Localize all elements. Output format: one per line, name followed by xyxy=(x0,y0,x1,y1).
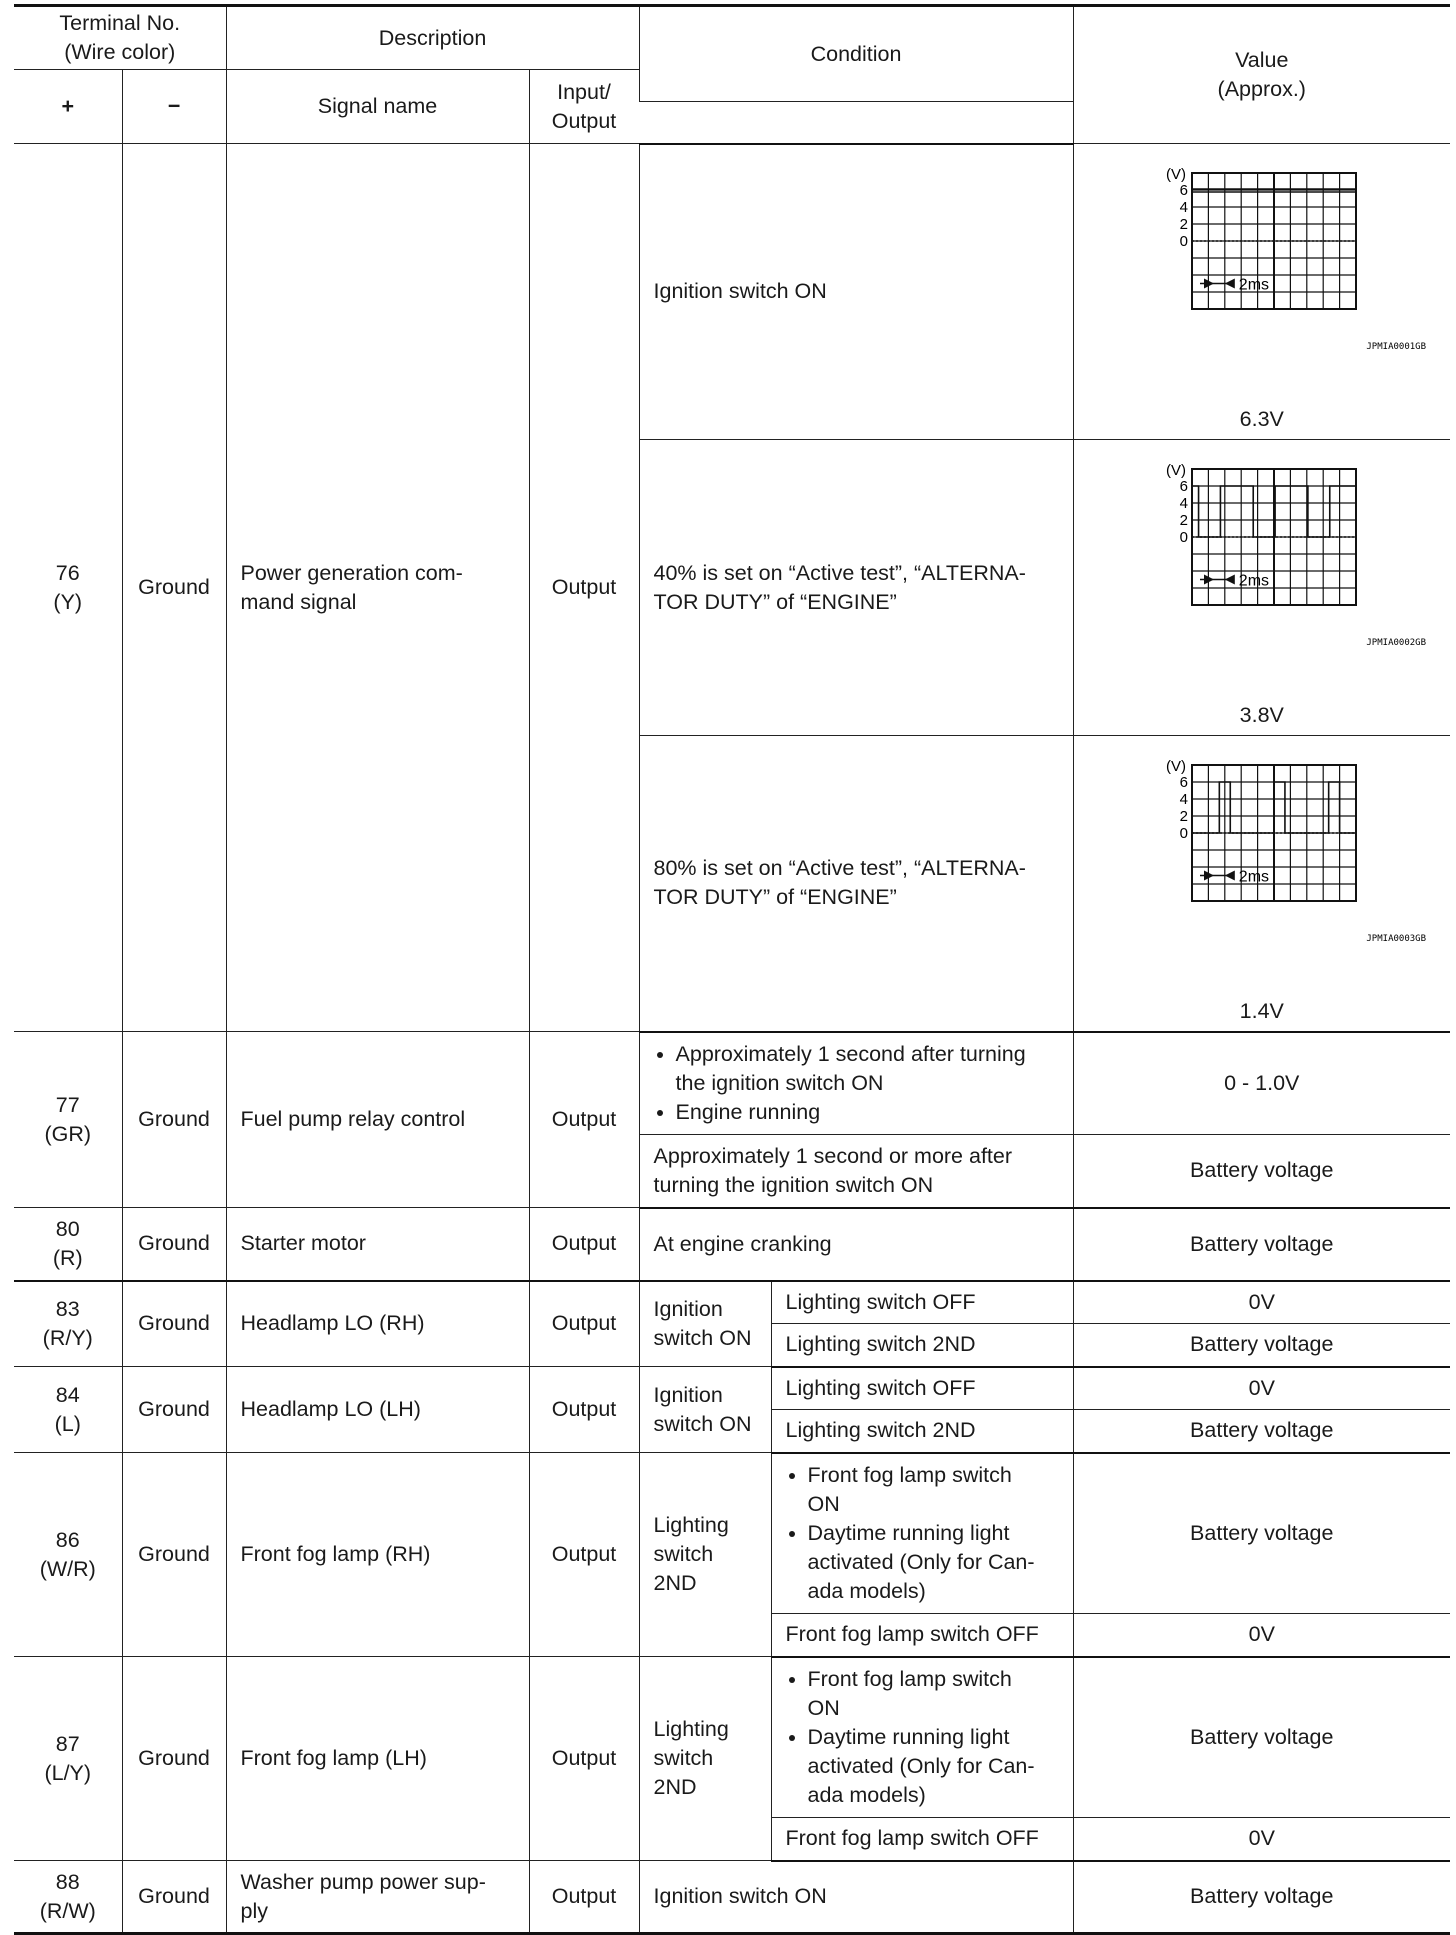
bullet-77-1: • Approximately 1 second after turning the ignition switch ON xyxy=(676,1040,1059,1098)
waveform-76-1 xyxy=(1092,153,1432,403)
value-88: Battery voltage xyxy=(1073,1861,1450,1934)
condition-87-sub1 xyxy=(771,1657,1073,1818)
signal-77: Fuel pump relay control xyxy=(226,1032,529,1208)
waveform-trace xyxy=(1192,782,1356,833)
value-76-2 xyxy=(1073,440,1450,736)
plus-header: + xyxy=(14,70,122,144)
ground-86: Ground xyxy=(122,1453,226,1657)
ground-87: Ground xyxy=(122,1657,226,1861)
condition-86-sub2: Front fog lamp switch OFF xyxy=(771,1614,1073,1657)
condition-84-sub2: Lighting switch 2ND xyxy=(771,1410,1073,1453)
value-76-3 xyxy=(1073,736,1450,1032)
condition-83-main: Ignition switch ON xyxy=(639,1281,771,1367)
io-76: Output xyxy=(529,144,639,1032)
value-83-2: Battery voltage xyxy=(1073,1324,1450,1367)
bullet-87-2: • Daytime running light activated (Only for Can- ada models) xyxy=(808,1723,1059,1810)
scope-tick-label: 6 xyxy=(1179,478,1188,495)
time-scale-label: 2ms xyxy=(1238,868,1269,886)
terminal-83: 83 (R/Y) xyxy=(14,1281,122,1367)
ground-80: Ground xyxy=(122,1208,226,1281)
terminal-87: 87 (L/Y) xyxy=(14,1657,122,1861)
figure-id: JPMIA0001GB xyxy=(1366,342,1426,352)
condition-83-sub1: Lighting switch OFF xyxy=(771,1281,1073,1324)
terminal-76: 76 (Y) xyxy=(14,144,122,1032)
scope-tick-label: 2 xyxy=(1179,216,1188,233)
condition-header-spacer xyxy=(639,102,1073,144)
value-84-2: Battery voltage xyxy=(1073,1410,1450,1453)
figure-id: JPMIA0003GB xyxy=(1366,933,1426,944)
bullet-87-1: • Front fog lamp switch ON xyxy=(808,1665,1059,1723)
io-77: Output xyxy=(529,1032,639,1208)
io-88: Output xyxy=(529,1861,639,1934)
time-scale-label: 2ms xyxy=(1238,572,1269,590)
terminal-86: 86 (W/R) xyxy=(14,1453,122,1657)
signal-76: Power generation com- mand signal xyxy=(226,144,529,1032)
io-86: Output xyxy=(529,1453,639,1657)
terminal-84: 84 (L) xyxy=(14,1367,122,1453)
terminal-77: 77 (GR) xyxy=(14,1032,122,1208)
scope-tick-label: 6 xyxy=(1179,182,1188,199)
value-header: Value (Approx.) xyxy=(1073,6,1450,144)
condition-87-main: Lighting switch 2ND xyxy=(639,1657,771,1861)
io-84: Output xyxy=(529,1367,639,1453)
input-output-header: Input/ Output xyxy=(529,70,639,144)
condition-84-sub1: Lighting switch OFF xyxy=(771,1367,1073,1410)
signal-88: Washer pump power sup- ply xyxy=(226,1861,529,1934)
minus-header: − xyxy=(122,70,226,144)
value-87-2: 0V xyxy=(1073,1818,1450,1861)
condition-76-3: 80% is set on “Active test”, “ALTERNA- TOR DUTY” of “ENGINE” xyxy=(639,736,1073,1032)
io-83: Output xyxy=(529,1281,639,1367)
signal-84: Headlamp LO (LH) xyxy=(226,1367,529,1453)
time-scale-label: 2ms xyxy=(1238,276,1269,294)
value-77-1: 0 - 1.0V xyxy=(1073,1032,1450,1135)
value-86-1: Battery voltage xyxy=(1073,1453,1450,1614)
ground-77: Ground xyxy=(122,1032,226,1208)
value-86-2: 0V xyxy=(1073,1614,1450,1657)
time-arrow-icon xyxy=(1225,279,1235,289)
terminal-80: 80 (R) xyxy=(14,1208,122,1281)
condition-83-sub2: Lighting switch 2ND xyxy=(771,1324,1073,1367)
condition-76-2: 40% is set on “Active test”, “ALTERNA- TOR DUTY” of “ENGINE” xyxy=(639,440,1073,736)
condition-77-2: Approximately 1 second or more after turning the ignition switch ON xyxy=(639,1135,1073,1208)
condition-87-sub2: Front fog lamp switch OFF xyxy=(771,1818,1073,1861)
signal-80: Starter motor xyxy=(226,1208,529,1281)
bullet-77-2: • Engine running xyxy=(676,1098,1059,1127)
value-84-1: 0V xyxy=(1073,1367,1450,1410)
voltage-76-2: 3.8V xyxy=(1239,703,1284,727)
scope-tick-label: 4 xyxy=(1179,495,1188,512)
scope-unit-label: (V) xyxy=(1165,462,1186,479)
signal-name-header: Signal name xyxy=(226,70,529,144)
signal-87: Front fog lamp (LH) xyxy=(226,1657,529,1861)
value-87-1: Battery voltage xyxy=(1073,1657,1450,1818)
ground-88: Ground xyxy=(122,1861,226,1934)
scope-tick-label: 2 xyxy=(1179,807,1188,825)
waveform-76-2 xyxy=(1092,449,1432,699)
value-80: Battery voltage xyxy=(1073,1208,1450,1281)
voltage-76-3: 1.4V xyxy=(1239,998,1284,1023)
bullet-86-1: • Front fog lamp switch ON xyxy=(808,1461,1059,1519)
value-83-1: 0V xyxy=(1073,1281,1450,1324)
condition-88: Ignition switch ON xyxy=(639,1861,1073,1934)
signal-86: Front fog lamp (RH) xyxy=(226,1453,529,1657)
terminal-spec-table xyxy=(14,4,1450,1935)
condition-84-main: Ignition switch ON xyxy=(639,1367,771,1453)
ground-83: Ground xyxy=(122,1281,226,1367)
voltage-76-1: 6.3V xyxy=(1239,407,1284,431)
io-80: Output xyxy=(529,1208,639,1281)
scope-tick-label: 4 xyxy=(1179,199,1188,216)
condition-86-sub1 xyxy=(771,1453,1073,1614)
figure-id: JPMIA0002GB xyxy=(1366,638,1426,648)
ground-76: Ground xyxy=(122,144,226,1032)
scope-tick-label: 0 xyxy=(1179,824,1188,842)
scope-tick-label: 0 xyxy=(1179,529,1188,546)
description-header: Description xyxy=(226,6,639,70)
scope-tick-label: 2 xyxy=(1179,512,1188,529)
terminal-no-header: Terminal No. (Wire color) xyxy=(14,6,226,70)
scope-tick-label: 6 xyxy=(1179,773,1188,791)
scope-unit-label: (V) xyxy=(1165,757,1186,775)
condition-77-1 xyxy=(639,1032,1073,1135)
condition-header: Condition xyxy=(639,6,1073,102)
terminal-88: 88 (R/W) xyxy=(14,1861,122,1934)
bullet-86-2: • Daytime running light activated (Only for Can- ada models) xyxy=(808,1519,1059,1606)
value-76-1 xyxy=(1073,144,1450,440)
condition-76-1: Ignition switch ON xyxy=(639,144,1073,440)
signal-83: Headlamp LO (RH) xyxy=(226,1281,529,1367)
io-87: Output xyxy=(529,1657,639,1861)
condition-80: At engine cranking xyxy=(639,1208,1073,1281)
condition-86-main: Lighting switch 2ND xyxy=(639,1453,771,1657)
value-77-2: Battery voltage xyxy=(1073,1135,1450,1208)
ground-84: Ground xyxy=(122,1367,226,1453)
time-arrow-icon xyxy=(1225,575,1235,585)
time-arrow-icon xyxy=(1225,870,1235,880)
waveform-76-3 xyxy=(1092,745,1432,995)
scope-tick-label: 0 xyxy=(1179,233,1188,250)
scope-tick-label: 4 xyxy=(1179,790,1188,808)
scope-unit-label: (V) xyxy=(1165,166,1186,183)
